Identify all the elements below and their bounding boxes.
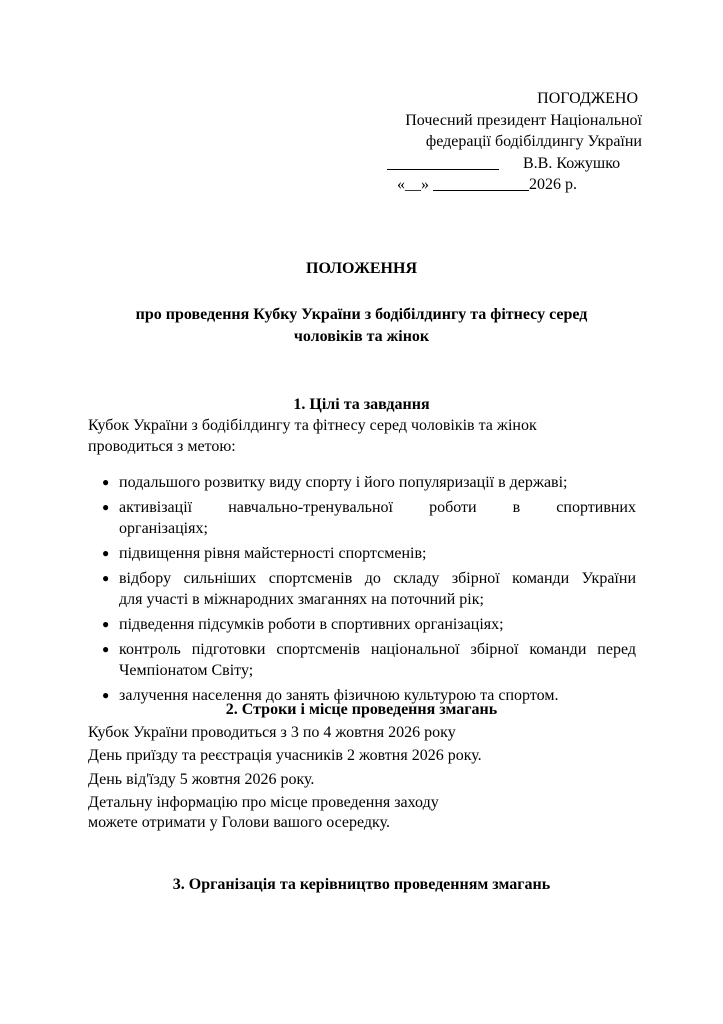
signature-row bbox=[380, 153, 642, 175]
section-2-line-3: День від'їзду 5 жовтня 2026 року. bbox=[88, 771, 315, 788]
goal-line: контроль підготовки спортсменів національної збірної команди перед bbox=[119, 641, 636, 658]
bullet-icon: ● bbox=[102, 500, 110, 514]
goal-line: залучення населення до занять фізичною культурою та спортом. bbox=[119, 687, 559, 704]
goal-line: активізації навчально-тренувальної роботи в спортивних bbox=[119, 499, 636, 516]
bullet-icon: ● bbox=[102, 688, 110, 702]
section-2-heading: 2. Строки і місце проведення змагань bbox=[225, 701, 498, 718]
date-year: 2026 р. bbox=[529, 176, 577, 193]
bullet-icon: ● bbox=[102, 642, 110, 656]
bullet-icon: ● bbox=[102, 571, 110, 585]
date-day-blank: «__» bbox=[397, 176, 429, 193]
approval-title: ПОГОДЖЕНО bbox=[537, 90, 638, 107]
goal-line: підвищення рівня майстерності спортсменів; bbox=[119, 545, 427, 562]
section-2-line-4: Детальну інформацію про місце проведення заходу bbox=[88, 794, 439, 811]
section-1-heading: 1. Цілі та завдання bbox=[293, 396, 430, 413]
list-item bbox=[88, 568, 636, 610]
bullet-icon: ● bbox=[102, 617, 110, 631]
document-title: ПОЛОЖЕННЯ bbox=[306, 260, 417, 277]
goals-list bbox=[88, 472, 636, 710]
goal-line: подальшого розвитку виду спорту і його популяризації в державі; bbox=[119, 474, 568, 491]
goal-line: відбору сильніших спортсменів до складу збірної команди України bbox=[119, 570, 636, 587]
section-3-heading: 3. Організація та керівництво проведенням змагань bbox=[172, 876, 551, 893]
signature-blank-line bbox=[387, 153, 499, 170]
list-item bbox=[88, 614, 636, 635]
intro-line-1: Кубок України з бодібілдингу та фітнесу серед чоловіків та жінок bbox=[88, 417, 537, 434]
section-2-line-1: Кубок України проводиться з 3 по 4 жовтня 2026 року bbox=[88, 724, 456, 741]
approval-block bbox=[380, 88, 642, 196]
goal-line: підведення підсумків роботи в спортивних організаціях; bbox=[119, 616, 504, 633]
section-2-line-5: можете отримати у Голови вашого осередку. bbox=[88, 814, 390, 831]
intro-line-2: проводиться з метою: bbox=[88, 438, 236, 455]
bullet-icon: ● bbox=[102, 475, 110, 489]
section-2-line-2: День приїзду та реєстрація учасників 2 жовтня 2026 року. bbox=[88, 747, 482, 764]
date-month-blank-line bbox=[433, 174, 529, 191]
bullet-icon: ● bbox=[102, 546, 110, 560]
list-item bbox=[88, 472, 636, 493]
goal-line: для участі в міжнародних змаганнях на поточний рік; bbox=[119, 591, 484, 608]
list-item bbox=[88, 543, 636, 564]
subtitle-line-2: чоловіків та жінок bbox=[293, 328, 430, 345]
section-1-intro bbox=[88, 415, 636, 457]
document-subtitle bbox=[100, 304, 623, 348]
approval-role-line-2: федерації бодібілдингу України bbox=[425, 133, 642, 150]
list-item bbox=[88, 497, 636, 539]
goal-line: організаціях; bbox=[119, 520, 208, 537]
approval-role-line-1: Почесний президент Національної bbox=[405, 111, 642, 129]
subtitle-line-1: про проведення Кубку України з бодібілдингу та фітнесу серед bbox=[135, 306, 588, 323]
goal-line: Чемпіонатом Світу; bbox=[119, 662, 254, 679]
date-row bbox=[380, 174, 642, 196]
signatory-name: В.В. Кожушко bbox=[523, 154, 621, 172]
list-item bbox=[88, 639, 636, 681]
